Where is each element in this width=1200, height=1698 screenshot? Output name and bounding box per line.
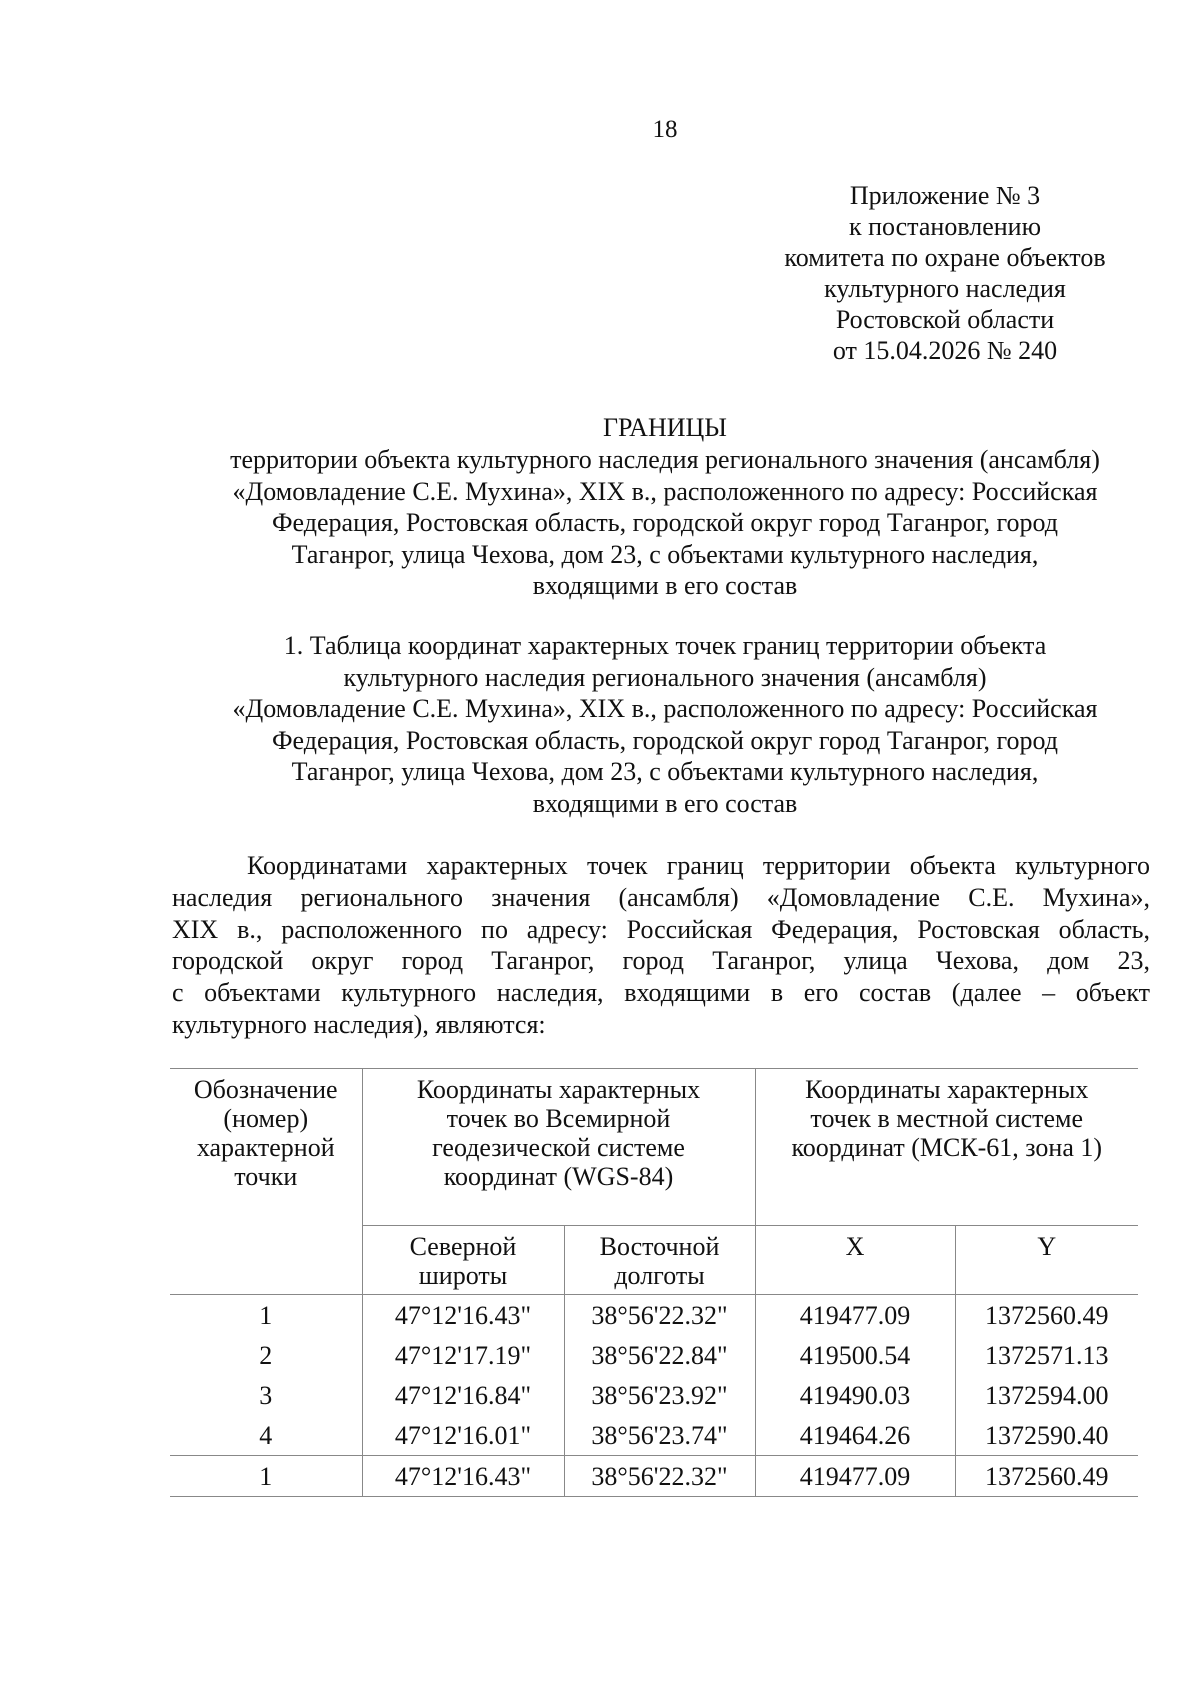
header-x: X (755, 1226, 955, 1295)
longitude-cell: 38°56'23.92" (564, 1375, 755, 1415)
latitude-cell: 47°12'16.43" (362, 1295, 564, 1336)
subtitle-line: «Домовладение С.Е. Мухина», XIX в., расположенного по адресу: Российская (232, 476, 1098, 506)
section-title-line: культурного наследия регионального значения (ансамбля) (343, 662, 987, 692)
table-row-closing (170, 1456, 1138, 1497)
appendix-line: к постановлению (848, 212, 1042, 241)
section-title (180, 630, 1150, 820)
table-row (170, 1415, 1138, 1456)
paragraph-line: XIX в., расположенного по адресу: Российская Федерация, Ростовская область, (172, 914, 1150, 944)
appendix-line: от 15.04.2026 № 240 (832, 336, 1058, 365)
y-cell: 1372560.49 (955, 1456, 1138, 1497)
y-cell: 1372594.00 (955, 1375, 1138, 1415)
page-number: 18 (652, 116, 678, 143)
point-number: 1 (170, 1456, 362, 1497)
point-number: 4 (170, 1415, 362, 1456)
x-cell: 419477.09 (755, 1295, 955, 1336)
subtitle-line: Таганрог, улица Чехова, дом 23, с объектами культурного наследия, (291, 539, 1039, 569)
y-cell: 1372560.49 (955, 1295, 1138, 1336)
y-cell: 1372590.40 (955, 1415, 1138, 1456)
paragraph-line: с объектами культурного наследия, входящими в его состав (далее – объект (172, 978, 1150, 1008)
header-north-latitude: Северной широты (362, 1226, 564, 1295)
paragraph-line: культурного наследия), являются: (172, 1009, 546, 1039)
section-title-line: Федерация, Ростовская область, городской округ город Таганрог, город (272, 725, 1058, 755)
section-title-line: «Домовладение С.Е. Мухина», XIX в., расположенного по адресу: Российская (232, 694, 1098, 724)
longitude-cell: 38°56'23.74" (564, 1415, 755, 1456)
x-cell: 419490.03 (755, 1375, 955, 1415)
appendix-line: Ростовской области (835, 305, 1055, 334)
subtitle-line: Федерация, Ростовская область, городской округ город Таганрог, город (272, 508, 1058, 538)
document-subtitle (180, 444, 1150, 602)
longitude-cell: 38°56'22.84" (564, 1335, 755, 1375)
subtitle-line: территории объекта культурного наследия регионального значения (ансамбля) (230, 445, 1100, 474)
table-row (170, 1335, 1138, 1375)
section-title-line: входящими в его состав (532, 788, 798, 818)
appendix-line: культурного наследия (824, 274, 1066, 303)
document-title: ГРАНИЦЫ (603, 413, 727, 442)
latitude-cell: 47°12'16.01" (362, 1415, 564, 1456)
appendix-reference (760, 180, 1130, 366)
coordinates-table (170, 1068, 1138, 1497)
header-east-longitude: Восточной долготы (564, 1226, 755, 1295)
x-cell: 419464.26 (755, 1415, 955, 1456)
x-cell: 419500.54 (755, 1335, 955, 1375)
section-title-line: 1. Таблица координат характерных точек границ территории объекта (283, 631, 1047, 660)
appendix-line: комитета по охране объектов (784, 243, 1106, 272)
latitude-cell: 47°12'16.43" (362, 1456, 564, 1497)
longitude-cell: 38°56'22.32" (564, 1456, 755, 1497)
table-row (170, 1375, 1138, 1415)
paragraph-line: Координатами характерных точек границ территории объекта культурного (247, 851, 1150, 880)
x-cell: 419477.09 (755, 1456, 955, 1497)
table-row (170, 1295, 1138, 1336)
point-number: 2 (170, 1335, 362, 1375)
latitude-cell: 47°12'16.84" (362, 1375, 564, 1415)
paragraph-line: наследия регионального значения (ансамбля) «Домовладение С.Е. Мухина», (172, 882, 1150, 912)
body-paragraph (172, 850, 1150, 1041)
header-msk-coordinates: Координаты характерных точек в местной системе координат (МСК-61, зона 1) (755, 1069, 1138, 1226)
header-y: Y (955, 1226, 1138, 1295)
appendix-line: Приложение № 3 (849, 181, 1041, 210)
section-title-line: Таганрог, улица Чехова, дом 23, с объектами культурного наследия, (291, 757, 1039, 787)
subtitle-line: входящими в его состав (532, 571, 798, 601)
point-number: 3 (170, 1375, 362, 1415)
longitude-cell: 38°56'22.32" (564, 1295, 755, 1336)
latitude-cell: 47°12'17.19" (362, 1335, 564, 1375)
point-number: 1 (170, 1295, 362, 1336)
header-point-designation: Обозначение (номер) характерной точки (170, 1069, 362, 1295)
paragraph-line: городской округ город Таганрог, город Таганрог, улица Чехова, дом 23, (172, 946, 1150, 976)
header-wgs-coordinates: Координаты характерных точек во Всемирной геодезической системе координат (WGS-84) (362, 1069, 755, 1226)
y-cell: 1372571.13 (955, 1335, 1138, 1375)
